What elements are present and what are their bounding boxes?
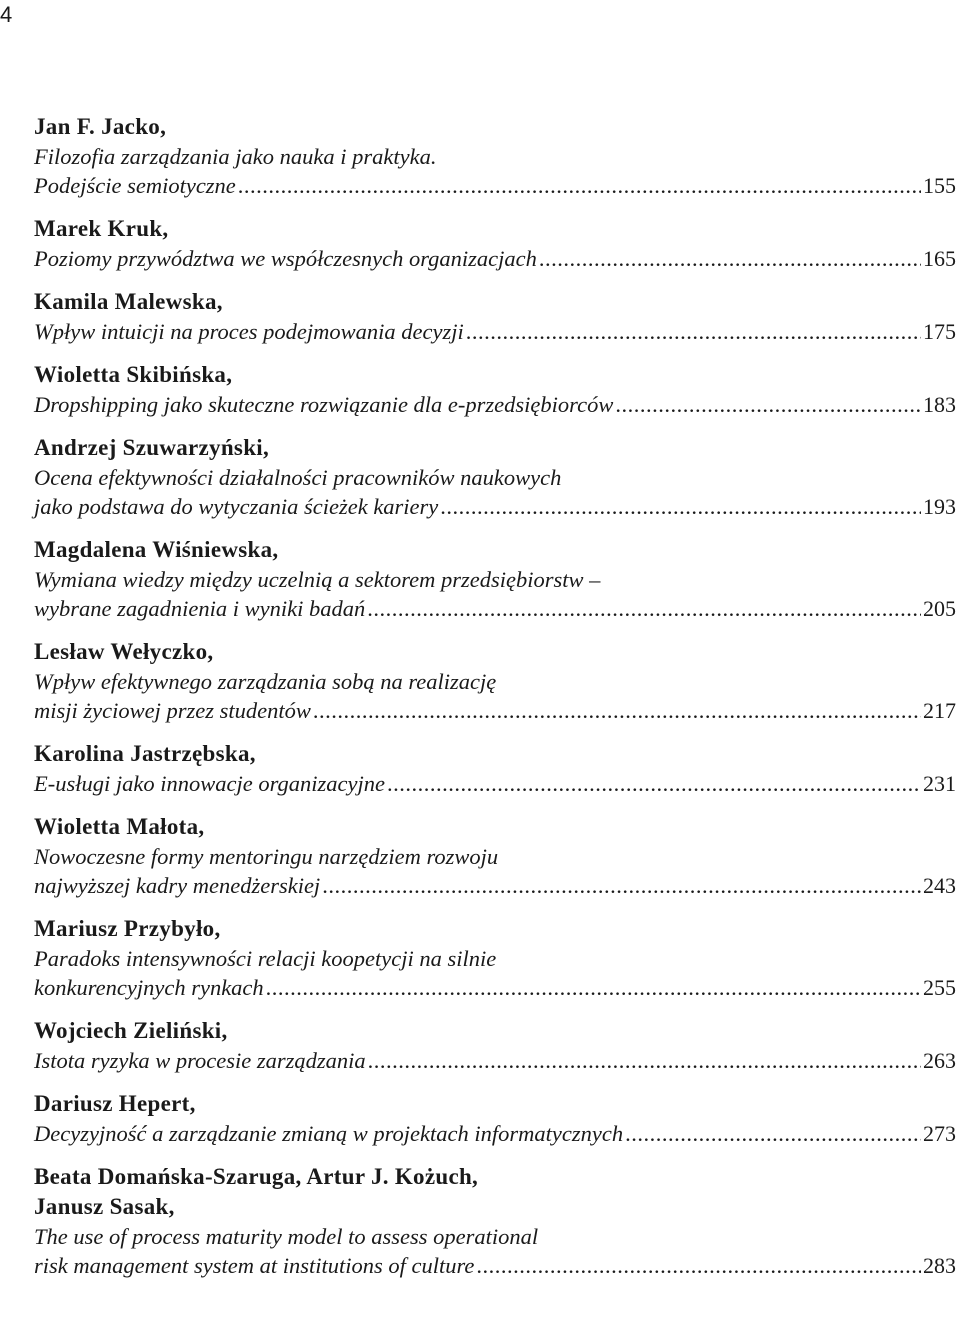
entry-title-line: Wpływ efektywnego zarządzania sobą na realizację bbox=[34, 669, 497, 694]
entry-title-line: Filozofia zarządzania jako nauka i praktyka. bbox=[34, 144, 437, 169]
entry-page-number: 243 bbox=[923, 873, 956, 898]
entry-page-number: 283 bbox=[923, 1253, 956, 1278]
entry-author: Beata Domańska-Szaruga, Artur J. Kożuch, bbox=[34, 1164, 479, 1189]
entry-page-number: 255 bbox=[923, 975, 956, 1000]
entry-title-text: Podejście semiotyczne bbox=[34, 173, 236, 198]
dot-leader bbox=[440, 492, 921, 521]
entry-title-text: Istota ryzyka w procesie zarządzania bbox=[34, 1048, 366, 1073]
entry-author: Jan F. Jacko, bbox=[34, 114, 167, 139]
toc-entry bbox=[34, 287, 956, 346]
entry-author: Marek Kruk, bbox=[34, 216, 169, 241]
entry-author: Lesław Wełyczko, bbox=[34, 639, 214, 664]
entry-author: Karolina Jastrzębska, bbox=[34, 741, 256, 766]
table-of-contents bbox=[34, 112, 956, 1294]
entry-author: Wioletta Małota, bbox=[34, 814, 205, 839]
entry-title-line: Wymiana wiedzy między uczelnią a sektorem przedsiębiorstw – bbox=[34, 567, 601, 592]
entry-title-line: Ocena efektywności działalności pracowników naukowych bbox=[34, 465, 562, 490]
entry-author: Wioletta Skibińska, bbox=[34, 362, 233, 387]
dot-leader bbox=[322, 871, 921, 900]
entry-page-number: 175 bbox=[923, 319, 956, 344]
entry-title-last-line bbox=[34, 244, 956, 273]
toc-entry bbox=[34, 1016, 956, 1075]
entry-page-number: 165 bbox=[923, 246, 956, 271]
entry-title-text: Dropshipping jako skuteczne rozwiązanie dla e-przedsiębiorców bbox=[34, 392, 614, 417]
entry-title-text: Wpływ intuicji na proces podejmowania decyzji bbox=[34, 319, 464, 344]
entry-title-text: najwyższej kadry menedżerskiej bbox=[34, 873, 321, 898]
entry-author: Kamila Malewska, bbox=[34, 289, 223, 314]
entry-page-number: 183 bbox=[923, 392, 956, 417]
dot-leader bbox=[615, 390, 921, 419]
entry-title-line: Nowoczesne formy mentoringu narzędziem rozwoju bbox=[34, 844, 499, 869]
dot-leader bbox=[368, 1046, 921, 1075]
entry-title-last-line bbox=[34, 1119, 956, 1148]
entry-title-last-line bbox=[34, 1251, 956, 1280]
entry-title-last-line bbox=[34, 973, 956, 1002]
dot-leader bbox=[266, 973, 921, 1002]
dot-leader bbox=[466, 317, 921, 346]
dot-leader bbox=[625, 1119, 921, 1148]
toc-entry bbox=[34, 914, 956, 1002]
entry-title-last-line bbox=[34, 594, 956, 623]
toc-entry bbox=[34, 812, 956, 900]
toc-entry bbox=[34, 637, 956, 725]
toc-entry bbox=[34, 214, 956, 273]
dot-leader bbox=[387, 769, 921, 798]
dot-leader bbox=[313, 696, 921, 725]
toc-entry bbox=[34, 1089, 956, 1148]
entry-title-last-line bbox=[34, 696, 956, 725]
entry-title-text: misji życiowej przez studentów bbox=[34, 698, 311, 723]
entry-title-last-line bbox=[34, 390, 956, 419]
dot-leader bbox=[367, 594, 921, 623]
entry-title-text: konkurencyjnych rynkach bbox=[34, 975, 264, 1000]
entry-author: Dariusz Hepert, bbox=[34, 1091, 196, 1116]
entry-title-last-line bbox=[34, 317, 956, 346]
dot-leader bbox=[238, 171, 921, 200]
entry-author-continued: Janusz Sasak, bbox=[34, 1194, 175, 1219]
entry-title-line: Paradoks intensywności relacji koopetycji na silnie bbox=[34, 946, 497, 971]
entry-title-text: Decyzyjność a zarządzanie zmianą w projektach informatycznych bbox=[34, 1121, 624, 1146]
entry-page-number: 263 bbox=[923, 1048, 956, 1073]
toc-entry bbox=[34, 112, 956, 200]
entry-title-last-line bbox=[34, 1046, 956, 1075]
entry-author: Mariusz Przybyło, bbox=[34, 916, 221, 941]
entry-title-text: E-usługi jako innowacje organizacyjne bbox=[34, 771, 385, 796]
toc-entry bbox=[34, 433, 956, 521]
entry-author: Magdalena Wiśniewska, bbox=[34, 537, 279, 562]
dot-leader bbox=[476, 1251, 921, 1280]
entry-title-text: wybrane zagadnienia i wyniki badań bbox=[34, 596, 366, 621]
entry-title-last-line bbox=[34, 871, 956, 900]
entry-page-number: 193 bbox=[923, 494, 956, 519]
entry-author: Wojciech Zieliński, bbox=[34, 1018, 228, 1043]
entry-title-text: risk management system at institutions of culture bbox=[34, 1253, 475, 1278]
entry-title-last-line bbox=[34, 492, 956, 521]
entry-page-number: 231 bbox=[923, 771, 956, 796]
page-number: 4 bbox=[0, 2, 13, 27]
entry-page-number: 155 bbox=[923, 173, 956, 198]
entry-author: Andrzej Szuwarzyński, bbox=[34, 435, 270, 460]
toc-entry bbox=[34, 739, 956, 798]
toc-entry bbox=[34, 1162, 956, 1280]
entry-page-number: 217 bbox=[923, 698, 956, 723]
entry-title-line: The use of process maturity model to assess operational bbox=[34, 1224, 539, 1249]
entry-page-number: 205 bbox=[923, 596, 956, 621]
toc-entry bbox=[34, 535, 956, 623]
entry-title-last-line bbox=[34, 769, 956, 798]
dot-leader bbox=[539, 244, 921, 273]
entry-title-text: Poziomy przywództwa we współczesnych organizacjach bbox=[34, 246, 537, 271]
entry-page-number: 273 bbox=[923, 1121, 956, 1146]
toc-entry bbox=[34, 360, 956, 419]
entry-title-text: jako podstawa do wytyczania ścieżek kariery bbox=[34, 494, 439, 519]
entry-title-last-line bbox=[34, 171, 956, 200]
